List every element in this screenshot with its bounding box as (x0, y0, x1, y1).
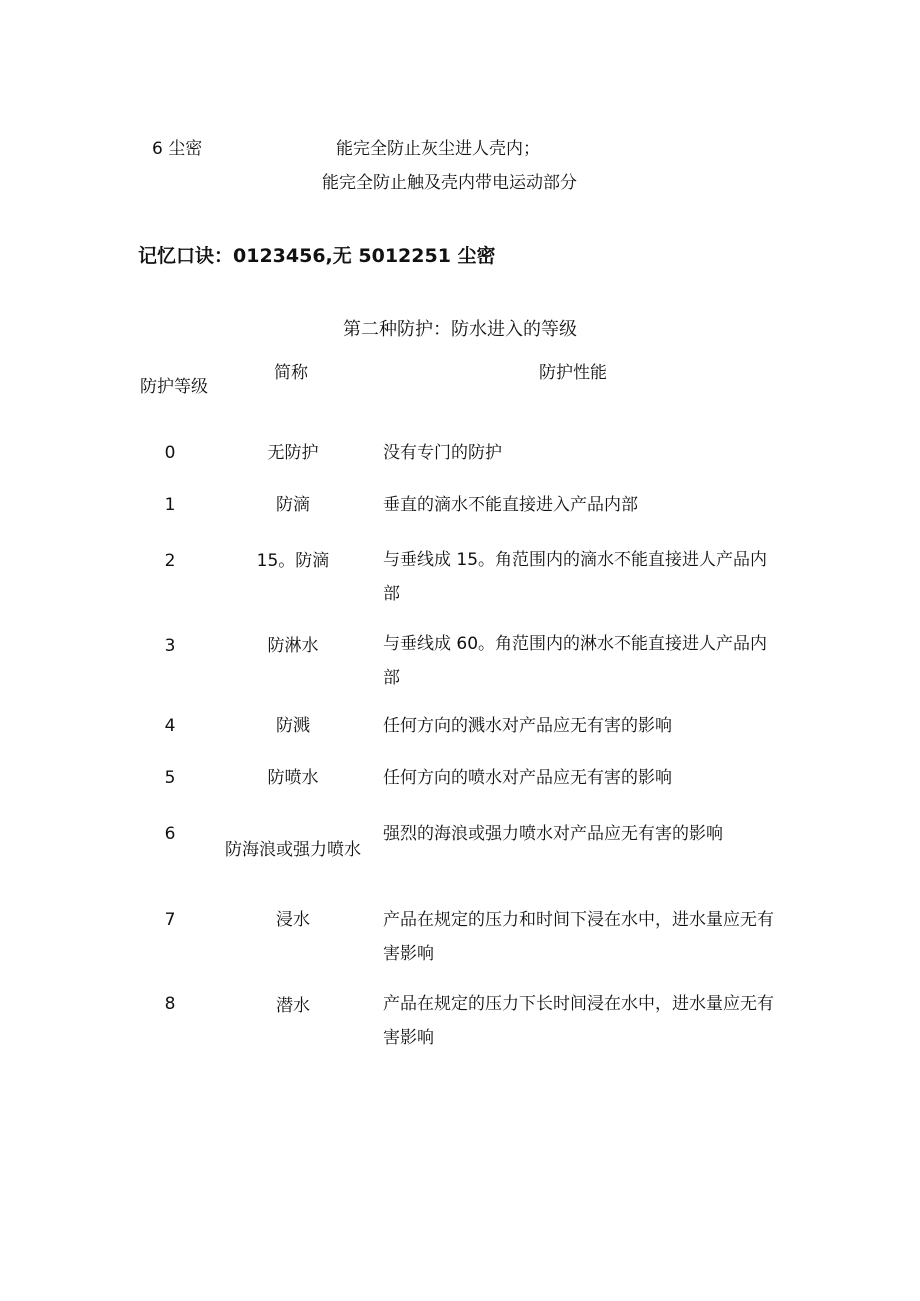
row-short: 15。防滴 (256, 551, 330, 571)
dust-level-label: 6 尘密 (152, 139, 203, 159)
row-level: 6 (164, 824, 176, 844)
row-level: 3 (164, 636, 176, 656)
row-short: 防淋水 (267, 636, 319, 656)
mnemonic-text: 记忆口诀：0123456,无 5012251 尘密 (138, 245, 496, 267)
dust-level-desc-line2: 能完全防止触及壳内带电运动部分 (322, 173, 577, 193)
row-desc: 与垂线成 60。角范围内的淋水不能直接进人产品内部 (383, 634, 768, 688)
row-short: 防滴 (276, 495, 310, 515)
row-short: 防海浪或强力喷水 (225, 840, 361, 860)
row-desc: 没有专门的防护 (383, 443, 502, 463)
row-short: 无防护 (267, 443, 319, 463)
row-level: 4 (164, 716, 176, 736)
header-performance: 防护性能 (539, 363, 607, 383)
row-level: 5 (164, 768, 176, 788)
dust-level-desc-line1: 能完全防止灰尘进人壳内； (336, 139, 540, 159)
row-level: 0 (164, 443, 176, 463)
row-level: 2 (164, 551, 176, 571)
row-desc: 强烈的海浪或强力喷水对产品应无有害的影响 (383, 824, 723, 844)
row-desc: 产品在规定的压力下长时间浸在水中，进水量应无有害影响 (383, 994, 774, 1048)
row-desc: 垂直的滴水不能直接进入产品内部 (383, 495, 638, 515)
section-title: 第二种防护：防水进入的等级 (343, 319, 577, 340)
row-level: 7 (164, 910, 176, 930)
row-short: 防溅 (276, 716, 310, 736)
row-desc: 任何方向的喷水对产品应无有害的影响 (383, 768, 672, 788)
row-short: 防喷水 (267, 768, 319, 788)
row-level: 1 (164, 495, 176, 515)
header-short: 简称 (274, 363, 308, 383)
row-desc: 产品在规定的压力和时间下浸在水中，进水量应无有害影响 (383, 910, 774, 964)
row-desc: 与垂线成 15。角范围内的滴水不能直接进人产品内部 (383, 550, 768, 604)
header-level: 防护等级 (140, 377, 208, 397)
row-desc: 任何方向的溅水对产品应无有害的影响 (383, 716, 672, 736)
row-short: 浸水 (276, 910, 310, 930)
row-short: 潜水 (276, 996, 310, 1016)
row-level: 8 (164, 994, 176, 1014)
